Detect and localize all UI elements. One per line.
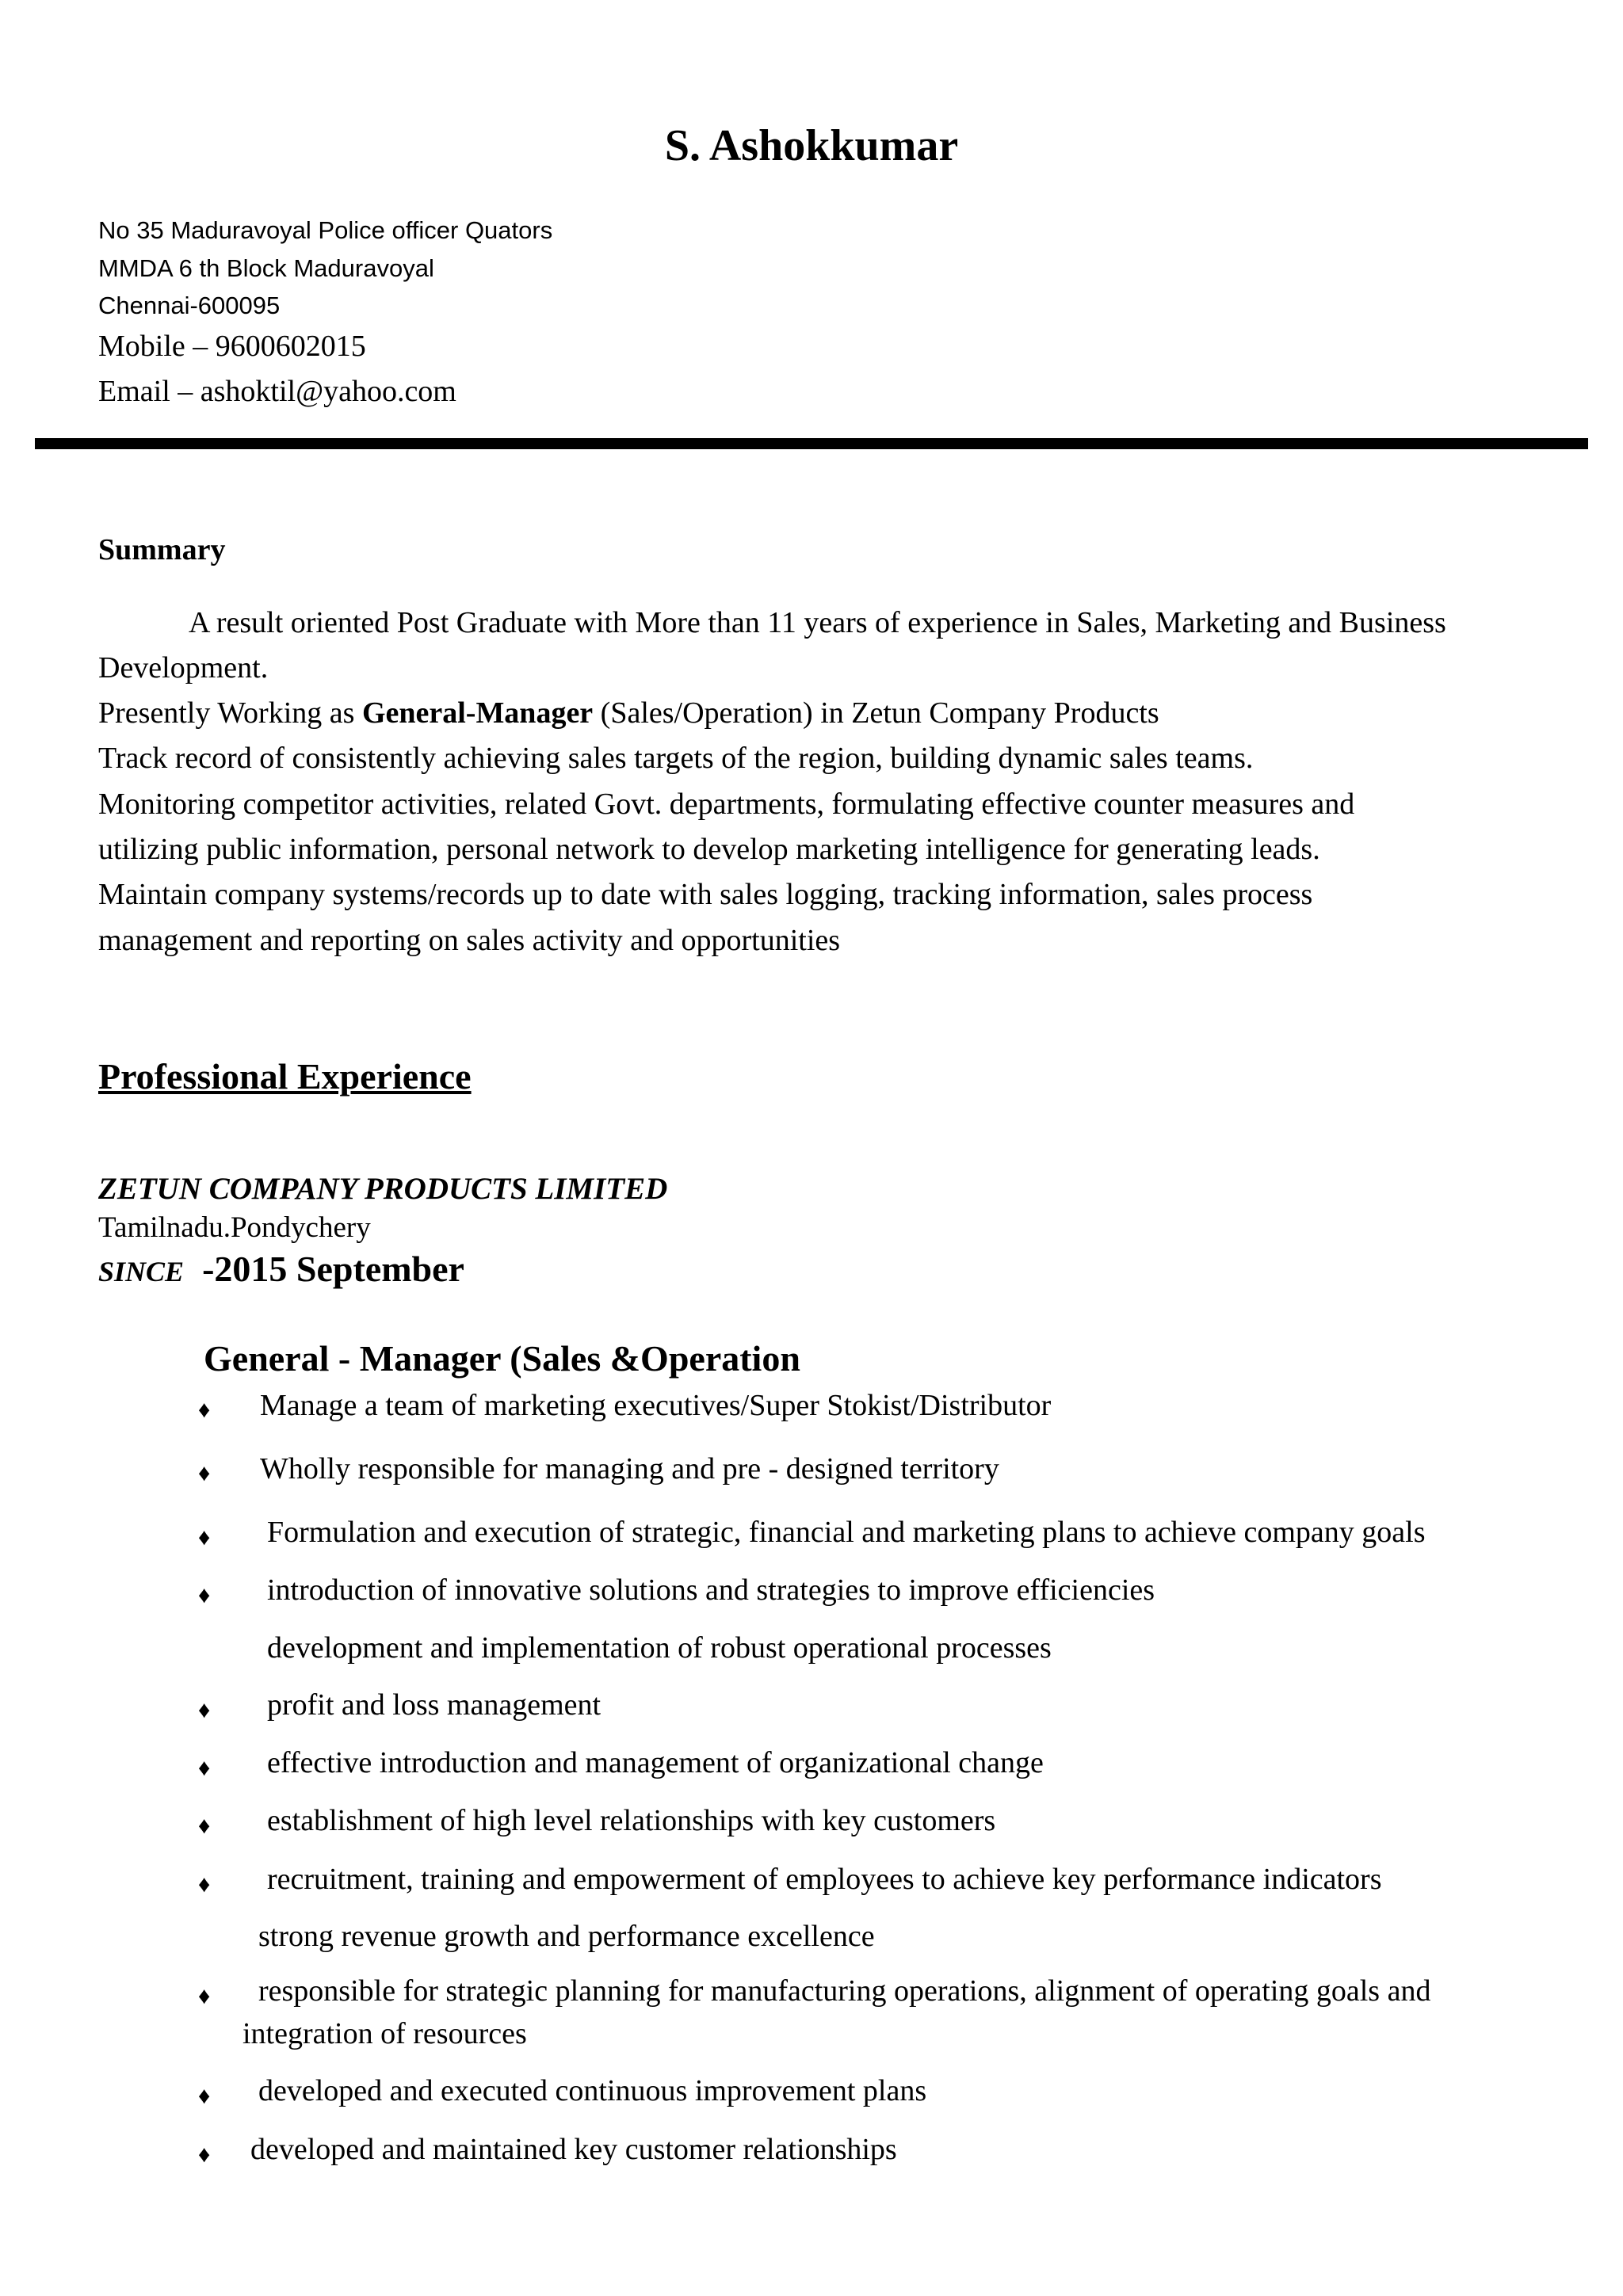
company-location: Tamilnadu.Pondychery — [98, 1211, 371, 1244]
since-date: -2015 September — [202, 1249, 464, 1289]
bullet-icon: ♦ — [198, 1460, 211, 1486]
header-divider — [35, 438, 1588, 449]
summary-line-suffix: (Sales/Operation) in Zetun Company Products — [593, 696, 1159, 730]
summary-line: Track record of consistently achieving sales targets of the region, building dynamic sales teams. — [98, 742, 1254, 775]
summary-line-prefix: Presently Working as — [98, 696, 362, 730]
responsibility-item: Manage a team of marketing executives/Super Stokist/Distributor — [260, 1389, 1052, 1422]
company-name: ZETUN COMPANY PRODUCTS LIMITED — [98, 1172, 668, 1206]
responsibility-item: establishment of high level relationships with key customers — [267, 1804, 996, 1837]
address-line-1: No 35 Maduravoyal Police officer Quators — [98, 216, 553, 244]
address-line-3: Chennai-600095 — [98, 292, 281, 319]
summary-line: management and reporting on sales activity and opportunities — [98, 924, 841, 957]
responsibility-item-continued: strong revenue growth and performance excellence — [258, 1920, 875, 1953]
professional-experience-heading: Professional Experience — [98, 1056, 472, 1097]
bullet-icon: ♦ — [198, 1397, 211, 1423]
bullet-icon: ♦ — [198, 1697, 211, 1723]
responsibility-item: Wholly responsible for managing and pre - designed territory — [260, 1452, 999, 1486]
address-line-2: MMDA 6 th Block Maduravoyal — [98, 254, 434, 282]
bullet-icon: ♦ — [198, 1524, 211, 1550]
bullet-icon: ♦ — [198, 1983, 211, 2009]
bullet-icon: ♦ — [198, 1871, 211, 1897]
responsibility-item: profit and loss management — [267, 1688, 601, 1722]
responsibility-item: developed and executed continuous improvement plans — [258, 2074, 927, 2107]
responsibility-item: developed and maintained key customer relationships — [250, 2133, 897, 2166]
bullet-icon: ♦ — [198, 1813, 211, 1839]
bullet-icon: ♦ — [198, 2142, 211, 2168]
summary-line: Monitoring competitor activities, related Govt. departments, formulating effective counter measures and — [98, 788, 1355, 821]
since-label: SINCE — [98, 1256, 185, 1287]
email-address: Email – ashoktil@yahoo.com — [98, 375, 456, 408]
responsibility-item: recruitment, training and empowerment of employees to achieve key performance indicators — [267, 1863, 1382, 1896]
responsibility-item: effective introduction and management of organizational change — [267, 1746, 1044, 1779]
bullet-icon: ♦ — [198, 1755, 211, 1781]
summary-heading: Summary — [98, 533, 226, 566]
summary-current-role — [98, 696, 1159, 730]
summary-line: Maintain company systems/records up to date with sales logging, tracking information, sales process — [98, 878, 1313, 911]
candidate-name: S. Ashokkumar — [664, 121, 959, 170]
summary-line: utilizing public information, personal network to develop marketing intelligence for generating leads. — [98, 833, 1320, 866]
job-title: General - Manager (Sales &Operation — [204, 1338, 800, 1379]
responsibility-item: responsible for strategic planning for manufacturing operations, alignment of operating goals and — [258, 1974, 1431, 2008]
bullet-icon: ♦ — [198, 2083, 211, 2109]
employment-since — [98, 1248, 464, 1290]
summary-line: A result oriented Post Graduate with More than 11 years of experience in Sales, Marketing and Business — [189, 606, 1446, 639]
bullet-icon: ♦ — [198, 1582, 211, 1608]
responsibility-item-continued: integration of resources — [242, 2017, 527, 2050]
responsibility-item: introduction of innovative solutions and strategies to improve efficiencies — [267, 1573, 1155, 1607]
summary-role-title: General-Manager — [361, 696, 594, 730]
summary-line: Development. — [98, 651, 269, 685]
responsibility-item: Formulation and execution of strategic, financial and marketing plans to achieve company goals — [267, 1516, 1426, 1549]
mobile-number: Mobile – 9600602015 — [98, 330, 366, 363]
responsibility-item-continued: development and implementation of robust operational processes — [267, 1631, 1052, 1665]
